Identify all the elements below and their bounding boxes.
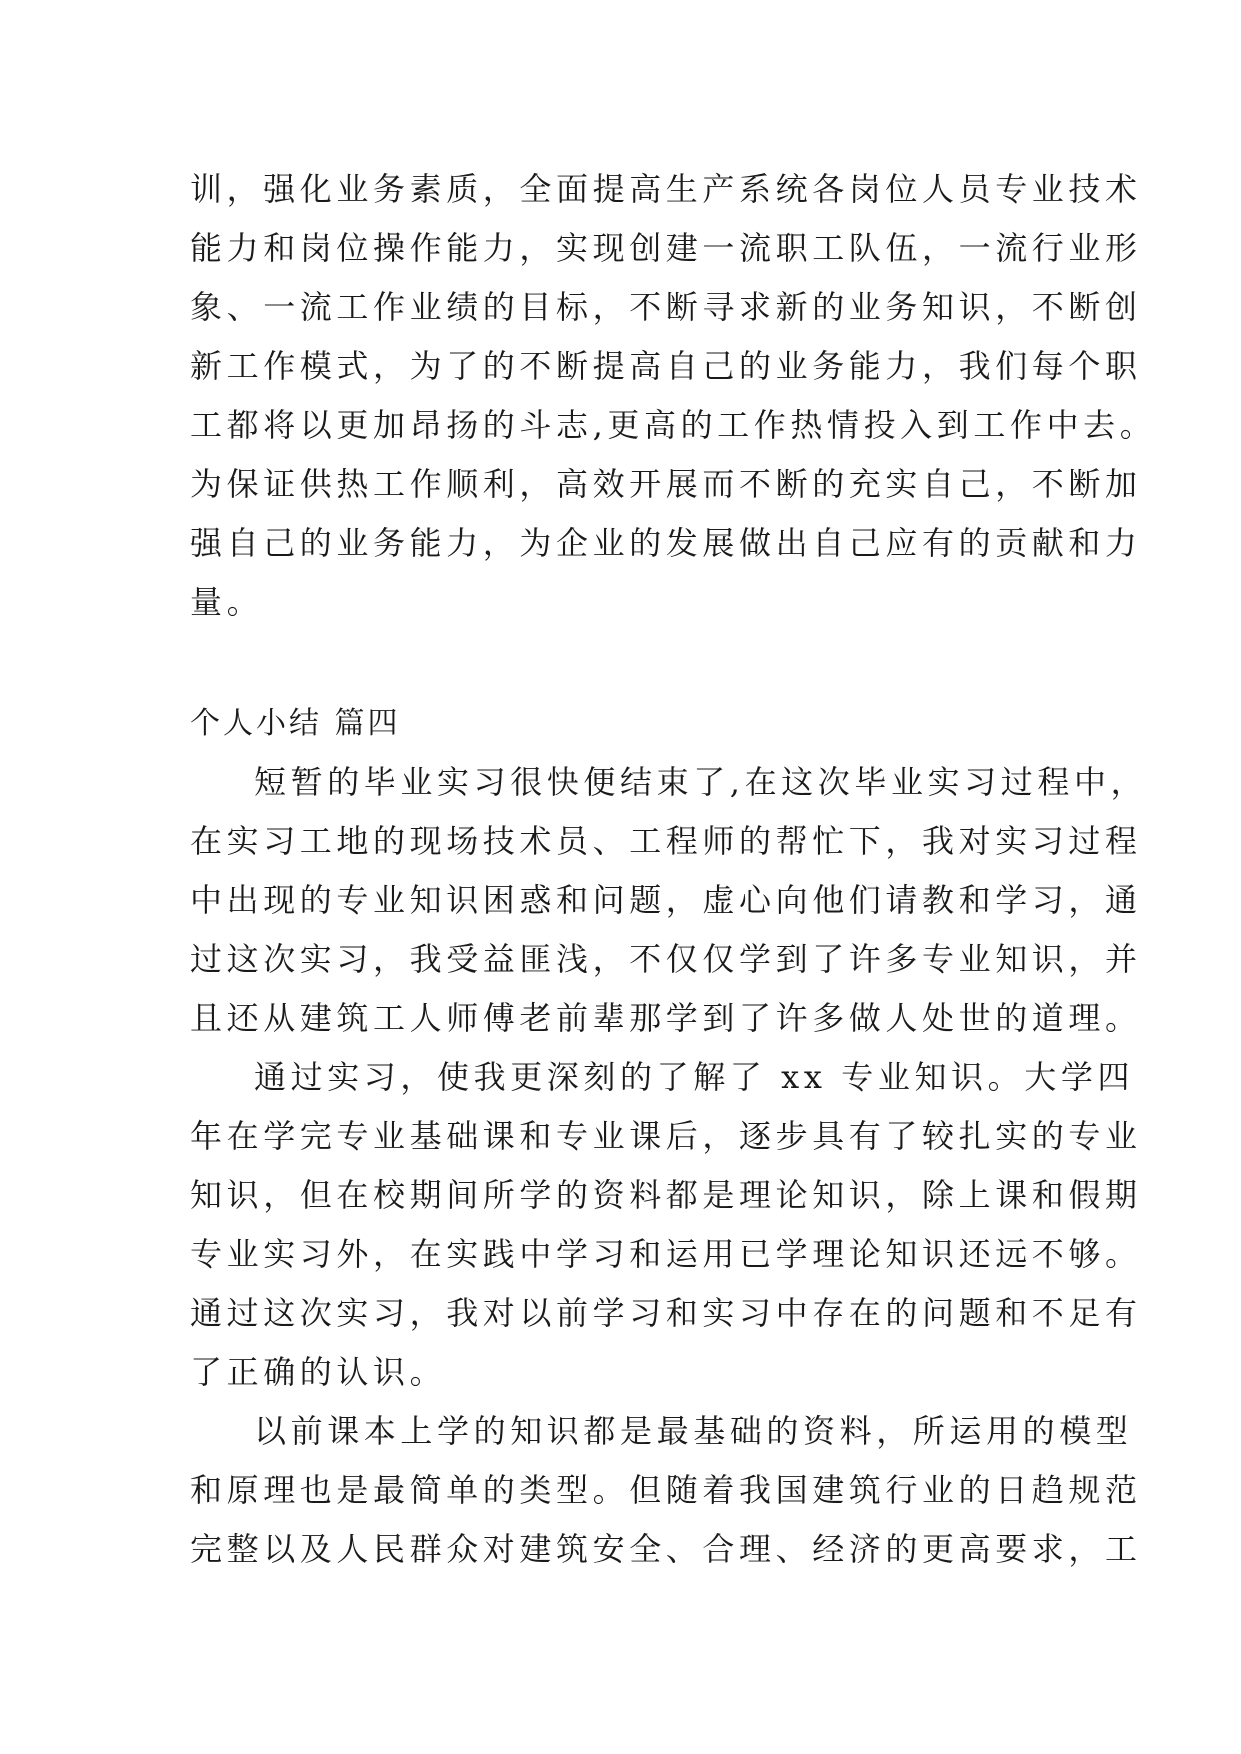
text-line: 了正确的认识。	[190, 1353, 447, 1391]
section-heading: 个人小结 篇四	[190, 706, 401, 741]
text-line: 通过实习，使我更深刻的了解了 xx 专业知识。大学四	[254, 1058, 1135, 1096]
text-line: 象、一流工作业绩的目标，不断寻求新的业务知识，不断创	[190, 288, 1142, 326]
text-line: 工都将以更加昂扬的斗志,更高的工作热情投入到工作中去。	[190, 406, 1157, 444]
text-line: 和原理也是最简单的类型。但随着我国建筑行业的日趋规范	[190, 1471, 1142, 1509]
section-spacer	[190, 632, 1050, 694]
text-line: 且还从建筑工人师傅老前辈那学到了许多做人处世的道理。	[190, 999, 1142, 1037]
text-line: 能力和岗位操作能力，实现创建一流职工队伍，一流行业形	[190, 229, 1142, 267]
text-line: 短暂的毕业实习很快便结束了,在这次毕业实习过程中，	[254, 763, 1148, 801]
text-line: 量。	[190, 583, 264, 621]
paragraph-2	[190, 1048, 1142, 1402]
text-line: 中出现的专业知识困惑和问题，虚心向他们请教和学习，通	[190, 881, 1142, 919]
text-line: 训，强化业务素质，全面提高生产系统各岗位人员专业技术	[190, 170, 1142, 208]
text-line: 完整以及人民群众对建筑安全、合理、经济的更高要求，工	[190, 1530, 1142, 1568]
text-line: 通过这次实习，我对以前学习和实习中存在的问题和不足有	[190, 1294, 1142, 1332]
text-line: 年在学完专业基础课和专业课后，逐步具有了较扎实的专业	[190, 1117, 1142, 1155]
text-line: 专业实习外，在实践中学习和运用已学理论知识还远不够。	[190, 1235, 1142, 1273]
text-line: 为保证供热工作顺利，高效开展而不断的充实自己，不断加	[190, 465, 1142, 503]
text-line: 在实习工地的现场技术员、工程师的帮忙下，我对实习过程	[190, 822, 1142, 860]
paragraph-3	[190, 1402, 1142, 1579]
text-line: 新工作模式，为了的不断提高自己的业务能力，我们每个职	[190, 347, 1142, 385]
continuation-paragraph	[190, 160, 1157, 632]
document-body	[190, 160, 1157, 1579]
paragraph-1	[190, 753, 1148, 1048]
text-line: 过这次实习，我受益匪浅，不仅仅学到了许多专业知识，并	[190, 940, 1142, 978]
text-line: 强自己的业务能力，为企业的发展做出自己应有的贡献和力	[190, 524, 1142, 562]
text-line: 知识，但在校期间所学的资料都是理论知识，除上课和假期	[190, 1176, 1142, 1214]
text-line: 以前课本上学的知识都是最基础的资料，所运用的模型	[254, 1412, 1133, 1450]
